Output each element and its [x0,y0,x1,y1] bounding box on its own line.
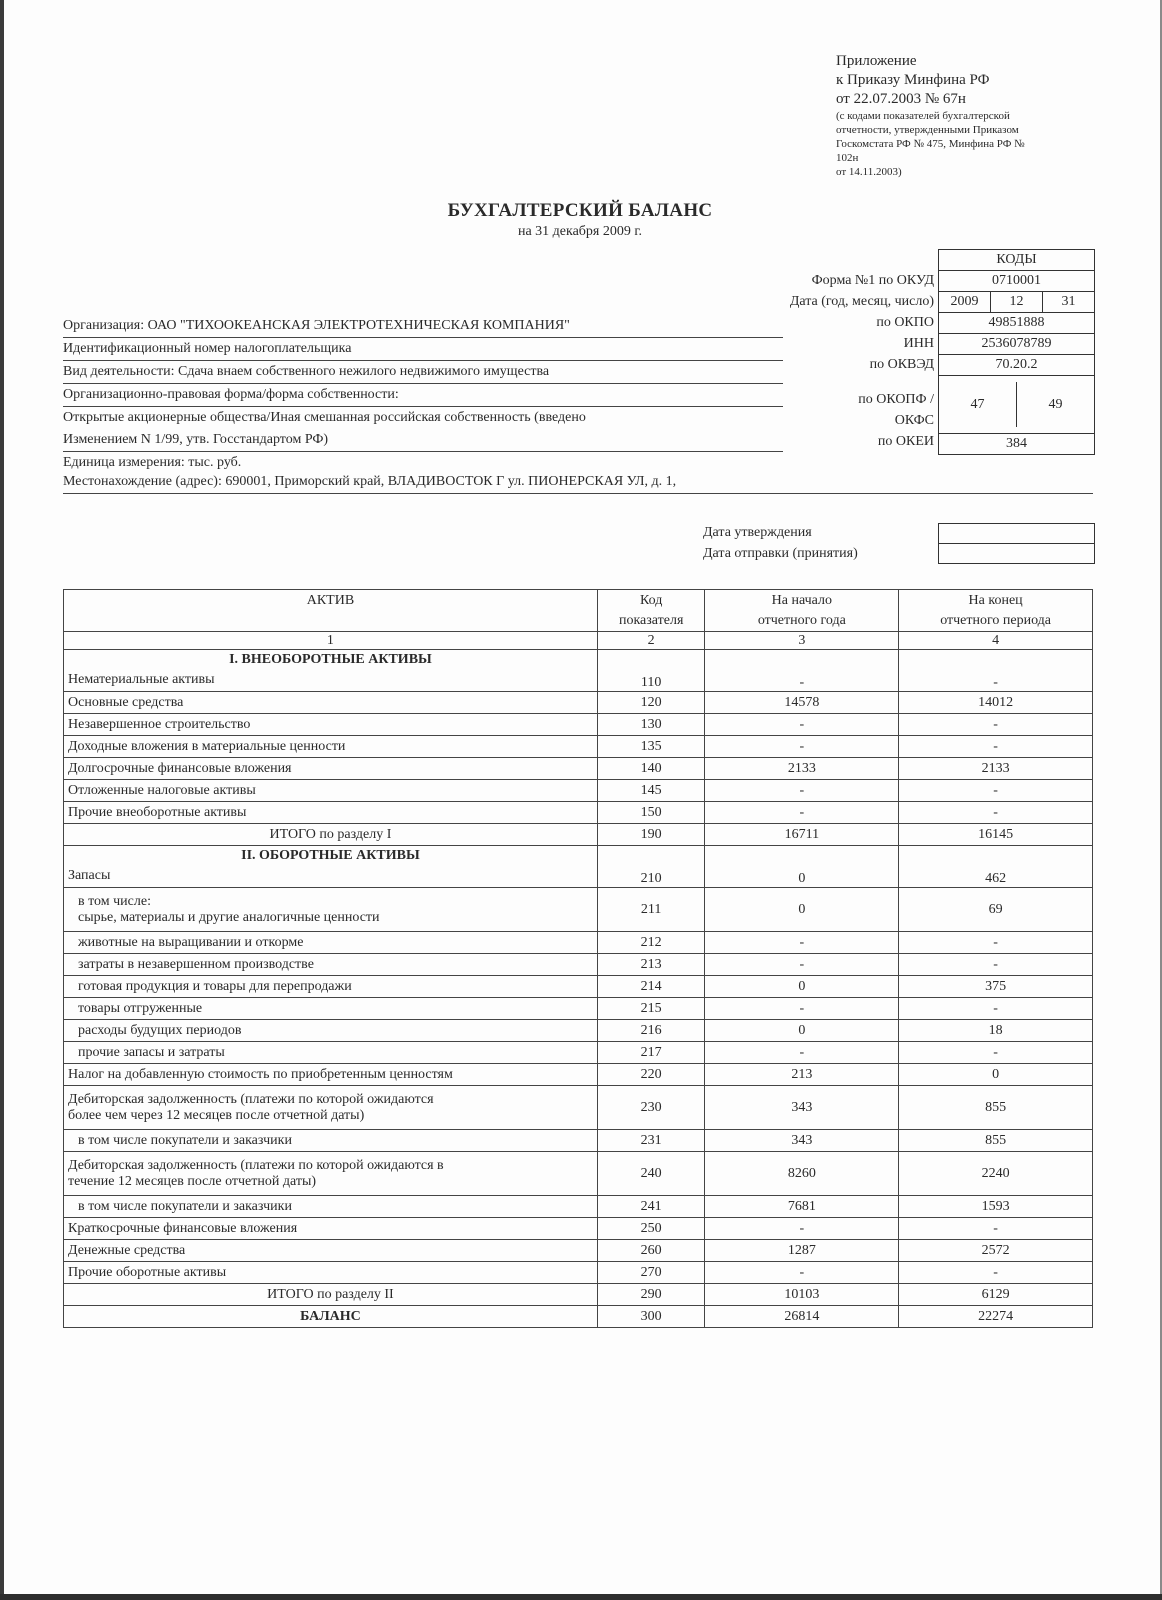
row-end: - [899,736,1093,758]
row-start: 0 [705,1020,899,1042]
row-start: - [705,1218,899,1240]
row-name: Прочие оборотные активы [64,1262,598,1284]
row-code: 212 [597,932,705,954]
row-end: - [899,650,1093,692]
table-row [64,802,1093,824]
row-code: 140 [597,758,705,780]
row-name: в том числе покупатели и заказчики [64,1196,598,1218]
table-row [64,1240,1093,1262]
appendix-line: Приложение [836,53,917,69]
approval-date-label: Дата утверждения [703,525,812,540]
row-name: БАЛАНС [64,1306,598,1328]
row-start: 343 [705,1130,899,1152]
organization-info [63,315,783,474]
row-end: 69 [899,888,1093,932]
row-end: 18 [899,1020,1093,1042]
codes-header: КОДЫ [996,252,1037,267]
row-start: 2133 [705,758,899,780]
appendix-line: к Приказу Минфина РФ [836,72,990,88]
row-name: Краткосрочные финансовые вложения [64,1218,598,1240]
header-start [705,590,899,632]
date-day: 31 [1061,294,1076,309]
row-name-line: Дебиторская задолженность (платежи по которой ожидаются [68,1091,434,1107]
row-code: 213 [597,954,705,976]
row-code: 215 [597,998,705,1020]
column-number: 3 [705,632,899,650]
date-month: 12 [991,292,1043,312]
okopf-label: по ОКОПФ / [858,392,934,407]
row-start: - [705,780,899,802]
table-row [64,1218,1093,1240]
balance-total-row [64,1306,1093,1328]
report-date: на 31 декабря 2009 г. [517,224,643,239]
row-name-line: в том числе: [78,893,151,909]
appendix-note-line: от 14.11.2003) [836,166,902,178]
row-code: 130 [597,714,705,736]
okved-label: по ОКВЭД [869,357,934,372]
row-name: ИТОГО по разделу II [64,1284,598,1306]
okei-code: 384 [1006,436,1027,451]
row-code: 110 [597,650,705,692]
okei-label: по ОКЕИ [877,434,934,449]
section-row [64,650,1093,670]
row-code: 211 [597,888,705,932]
table-row [64,780,1093,802]
row-code: 290 [597,1284,705,1306]
row-start: 0 [705,976,899,998]
table-row [64,1086,1093,1130]
activity-line: Вид деятельности: Сдача внаем собственного нежилого недвижимого имущества [63,361,783,384]
row-name: товары отгруженные [64,998,598,1020]
date-label: Дата (год, месяц, число) [789,294,934,309]
table-row [64,1130,1093,1152]
row-code: 300 [597,1306,705,1328]
header-label: отчетного периода [940,613,1052,628]
inn-code: 2536078789 [981,336,1052,351]
row-name: Долгосрочные финансовые вложения [64,758,598,780]
row-end: 22274 [899,1306,1093,1328]
page-title: БУХГАЛТЕРСКИЙ БАЛАНС [447,200,713,221]
row-end: - [899,1042,1093,1064]
section-title: II. ОБОРОТНЫЕ АКТИВЫ [64,846,598,866]
dates-labels [703,522,858,564]
okud-label: Форма №1 по ОКУД [811,273,934,288]
row-end: 14012 [899,692,1093,714]
subtotal-row [64,1284,1093,1306]
row-end: 0 [899,1064,1093,1086]
row-name-line: Дебиторская задолженность (платежи по которой ожидаются в [68,1157,444,1173]
row-code: 231 [597,1130,705,1152]
row-name: затраты в незавершенном производстве [64,954,598,976]
row-name: в том числе покупатели и заказчики [64,1130,598,1152]
dates-box [938,523,1095,564]
table-row [64,954,1093,976]
row-code: 220 [597,1064,705,1086]
balance-table [63,589,1093,1328]
row-name: Прочие внеоборотные активы [64,802,598,824]
row-name [64,1152,598,1196]
okopf-code: 47 [939,382,1017,427]
row-start: - [705,954,899,976]
table-row [64,976,1093,998]
row-end: - [899,780,1093,802]
row-name: прочие запасы и затраты [64,1042,598,1064]
inn-label: ИНН [903,336,934,351]
row-end: - [899,802,1093,824]
unit-line: Единица измерения: тыс. руб. [63,455,242,470]
okpo-code: 49851888 [988,315,1045,330]
row-end: 2240 [899,1152,1093,1196]
column-number: 1 [64,632,598,650]
row-name: Отложенные налоговые активы [64,780,598,802]
row-end: 855 [899,1086,1093,1130]
table-row [64,1152,1093,1196]
table-header-row [64,590,1093,632]
header-code [597,590,705,632]
subtotal-row [64,824,1093,846]
row-start: 10103 [705,1284,899,1306]
okfs-code: 49 [1048,397,1063,412]
row-start: 7681 [705,1196,899,1218]
row-end: 2133 [899,758,1093,780]
table-row [64,714,1093,736]
okfs-label: ОКФС [894,413,934,428]
sent-date-label: Дата отправки (принятия) [703,546,858,561]
header-asset [64,590,598,632]
row-code: 217 [597,1042,705,1064]
codes-box [938,249,1095,455]
row-name: Налог на добавленную стоимость по приобретенным ценностям [64,1064,598,1086]
row-code: 190 [597,824,705,846]
okud-code: 0710001 [992,273,1041,288]
row-end: 1593 [899,1196,1093,1218]
row-start: 8260 [705,1152,899,1196]
row-code: 260 [597,1240,705,1262]
taxpayer-id-line: Идентификационный номер налогоплательщика [63,338,783,361]
header-label: показателя [618,613,684,628]
row-start: - [705,1262,899,1284]
approval-date-field [939,524,1094,544]
row-name [64,1086,598,1130]
row-start: - [705,714,899,736]
header-label: На начало [771,593,833,608]
organization-name: Организация: ОАО "ТИХООКЕАНСКАЯ ЭЛЕКТРОТЕХНИЧЕСКАЯ КОМПАНИЯ" [63,315,783,338]
row-name-line: сырье, материалы и другие аналогичные ценности [78,909,380,925]
row-code: 135 [597,736,705,758]
row-name: Нематериальные активы [64,670,598,692]
table-row [64,1196,1093,1218]
header-end [899,590,1093,632]
row-end: 6129 [899,1284,1093,1306]
scan-edge-bottom [0,1594,1162,1600]
row-end: - [899,998,1093,1020]
row-start: 0 [705,888,899,932]
row-name: ИТОГО по разделу I [64,824,598,846]
row-code: 150 [597,802,705,824]
legal-form-label: Организационно-правовая форма/форма собственности: [63,384,783,407]
row-name-line: более чем через 12 месяцев после отчетной даты) [68,1107,365,1123]
row-start: 26814 [705,1306,899,1328]
row-end: - [899,1218,1093,1240]
row-end: - [899,1262,1093,1284]
row-name: Основные средства [64,692,598,714]
table-row [64,1064,1093,1086]
table-row [64,1042,1093,1064]
appendix-line: от 22.07.2003 № 67н [836,91,966,107]
row-code: 270 [597,1262,705,1284]
row-start: - [705,736,899,758]
appendix-note-line: 102н [836,152,859,164]
row-end: 16145 [899,824,1093,846]
row-name: готовая продукция и товары для перепродажи [64,976,598,998]
header-label: Код [639,593,663,608]
column-number: 2 [597,632,705,650]
section-title: I. ВНЕОБОРОТНЫЕ АКТИВЫ [64,650,598,670]
document-title [300,200,860,240]
row-code: 145 [597,780,705,802]
legal-form-line-1: Открытые акционерные общества/Иная смешанная российская собственность (введено [63,410,586,425]
header-label: отчетного года [757,613,846,628]
row-end: 462 [899,846,1093,888]
row-end: 375 [899,976,1093,998]
legal-form-line-2: Изменением N 1/99, утв. Госстандартом РФ) [63,429,783,452]
row-start: 213 [705,1064,899,1086]
row-start: 1287 [705,1240,899,1262]
row-end: 2572 [899,1240,1093,1262]
row-name-line: течение 12 месяцев после отчетной даты) [68,1173,317,1189]
table-row [64,888,1093,932]
row-start: 0 [705,846,899,888]
row-name: Запасы [64,866,598,888]
row-name: расходы будущих периодов [64,1020,598,1042]
row-code: 241 [597,1196,705,1218]
row-code: 240 [597,1152,705,1196]
column-number: 4 [899,632,1093,650]
appendix-note-line: Госкомстата РФ № 475, Минфина РФ № [836,138,1025,150]
row-name [64,888,598,932]
row-start: - [705,932,899,954]
row-code: 210 [597,846,705,888]
row-start: - [705,1042,899,1064]
okpo-label: по ОКПО [876,315,934,330]
table-row [64,1262,1093,1284]
row-name: Незавершенное строительство [64,714,598,736]
row-start: - [705,802,899,824]
table-row [64,998,1093,1020]
row-name: животные на выращивании и откорме [64,932,598,954]
header-asset-label: АКТИВ [306,593,355,608]
address-line: Местонахождение (адрес): 690001, Приморский край, ВЛАДИВОСТОК Г ул. ПИОНЕРСКАЯ УЛ, д. 1, [63,471,1093,494]
row-end: 855 [899,1130,1093,1152]
row-start: 14578 [705,692,899,714]
date-year: 2009 [939,292,991,312]
row-name: Доходные вложения в материальные ценности [64,736,598,758]
table-row [64,692,1093,714]
row-code: 230 [597,1086,705,1130]
row-code: 216 [597,1020,705,1042]
header-label: На конец [968,593,1023,608]
appendix-note [836,52,1076,179]
okved-code: 70.20.2 [995,357,1038,372]
row-start: 16711 [705,824,899,846]
column-number-row [64,632,1093,650]
row-end: - [899,932,1093,954]
appendix-note-line: отчетности, утвержденными Приказом [836,124,1019,136]
table-row [64,932,1093,954]
row-start: - [705,650,899,692]
sent-date-field [939,544,1094,563]
appendix-note-line: (с кодами показателей бухгалтерской [836,110,1010,122]
table-row [64,758,1093,780]
row-end: - [899,954,1093,976]
table-row [64,736,1093,758]
row-end: - [899,714,1093,736]
row-code: 120 [597,692,705,714]
table-row [64,1020,1093,1042]
row-name: Денежные средства [64,1240,598,1262]
row-start: 343 [705,1086,899,1130]
row-start: - [705,998,899,1020]
row-code: 250 [597,1218,705,1240]
scan-edge-left [0,0,4,1600]
row-code: 214 [597,976,705,998]
section-row [64,846,1093,866]
